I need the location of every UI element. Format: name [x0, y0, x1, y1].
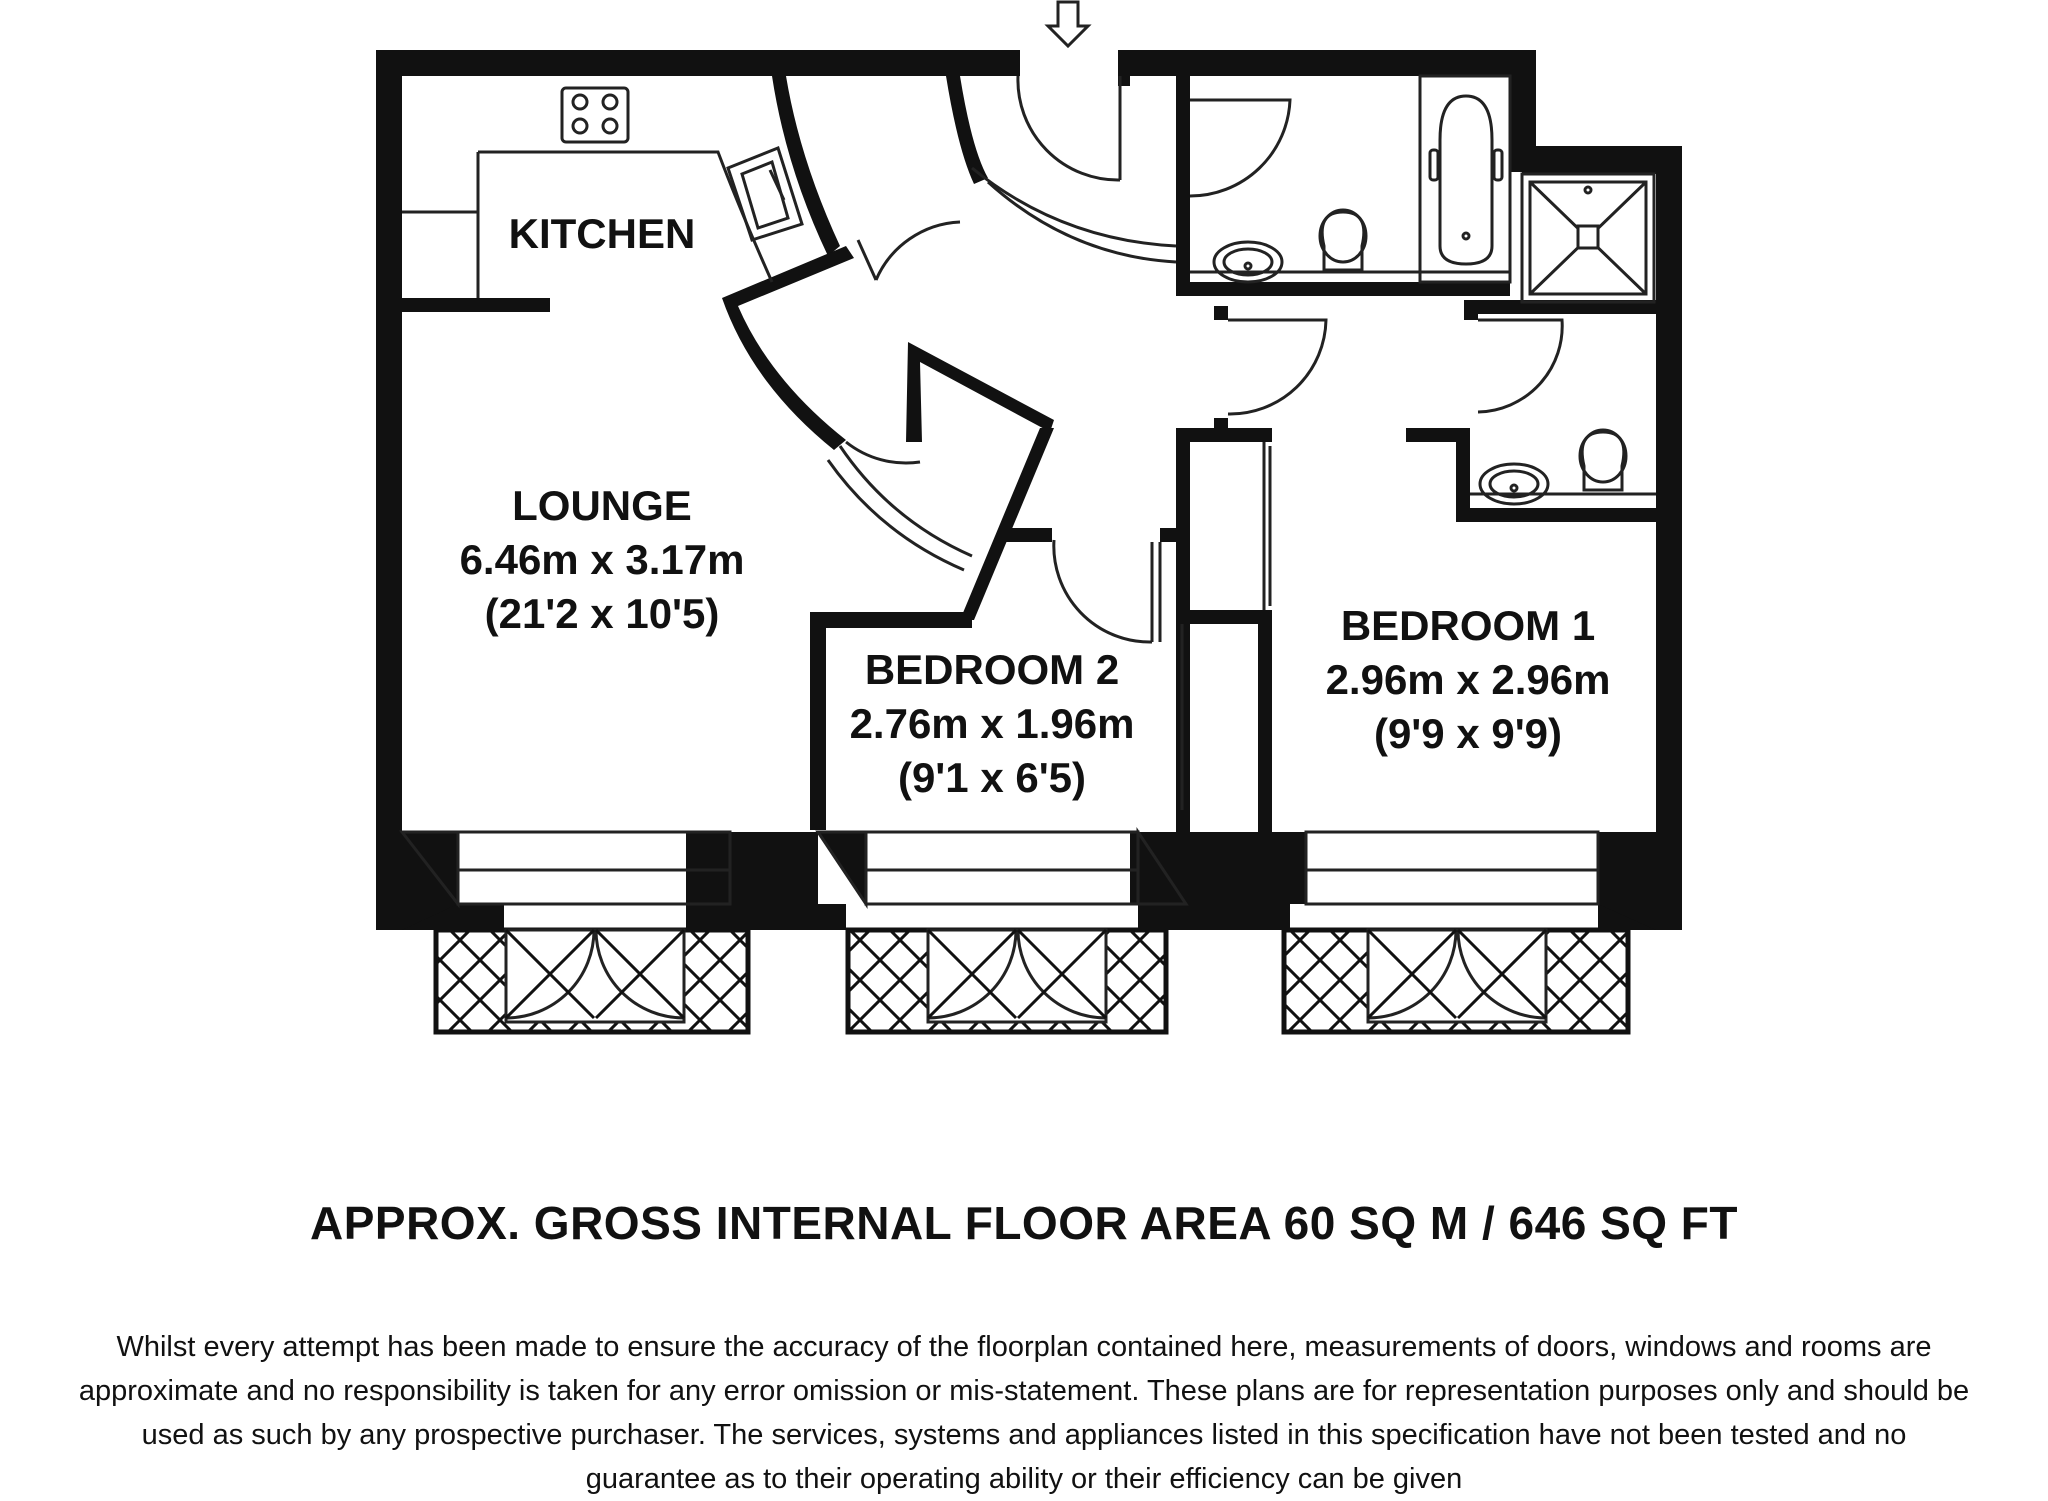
entrance-arrow-icon: [1048, 2, 1088, 46]
window-piers: [376, 832, 1656, 930]
lounge-metric: 6.46m x 3.17m: [459, 536, 745, 583]
disclaimer-line: Whilst every attempt has been made to ensure the accuracy of the floorplan contained here, measurements of doors, windows and rooms are: [116, 1331, 1932, 1363]
hob-icon: [562, 88, 628, 142]
balconies: [436, 930, 1628, 1032]
sink-icon: [728, 148, 802, 240]
bedroom2-imperial: (9'1 x 6'5): [897, 754, 1087, 801]
disclaimer-line: used as such by any prospective purchaser. The services, systems and appliances listed in this specification have not been tested and no: [141, 1419, 1907, 1451]
bedroom1-label: BEDROOM 1: [1340, 602, 1596, 649]
bedroom1-metric: 2.96m x 2.96m: [1325, 656, 1611, 703]
disclaimer: [0, 1325, 2048, 1501]
bedroom2-label: BEDROOM 2: [864, 646, 1120, 693]
lounge-imperial: (21'2 x 10'5): [484, 590, 720, 637]
floor-area-title: APPROX. GROSS INTERNAL FLOOR AREA 60 SQ M / 646 SQ FT: [309, 1197, 1739, 1249]
bedroom1-imperial: (9'9 x 9'9): [1373, 710, 1563, 757]
bedroom2-metric: 2.76m x 1.96m: [849, 700, 1135, 747]
windows: [402, 832, 1598, 904]
bath-icon: [1420, 76, 1510, 282]
room-labels: [460, 210, 1611, 801]
kitchen-label: KITCHEN: [508, 210, 696, 257]
disclaimer-line: guarantee as to their operating ability or their efficiency can be given: [585, 1463, 1463, 1495]
disclaimer-line: approximate and no responsibility is taken for any error omission or mis-statement. These plans are for representation purposes only and should be: [78, 1375, 1970, 1407]
toilet-icon: [1320, 210, 1626, 490]
lounge-label: LOUNGE: [512, 482, 692, 529]
shower-tray-icon: [1522, 174, 1654, 302]
